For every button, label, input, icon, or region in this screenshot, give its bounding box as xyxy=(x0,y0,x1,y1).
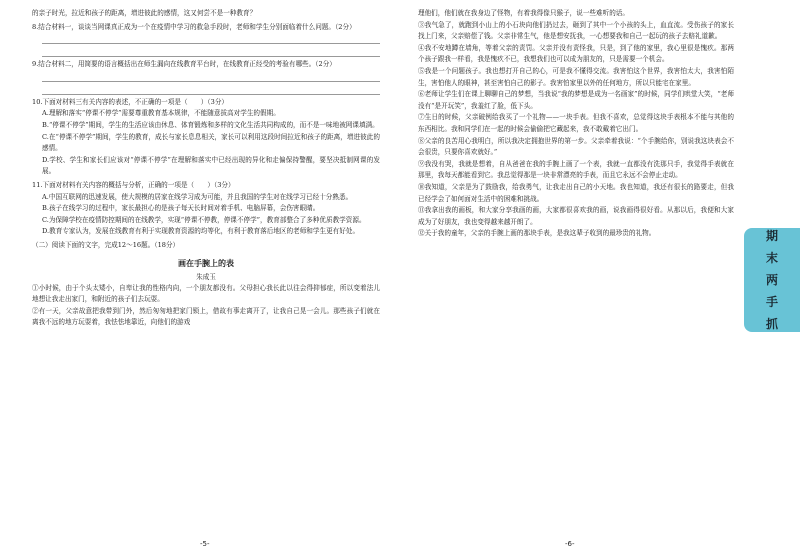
story-paragraph: ②有一天，父亲故意把我带到门外，然后匆匆地把家门锁上，借故有事走离开了，让我自己晃一会儿。那些孩子们就在离我不远的地方玩耍着，我怯怯地靠近，向他们的游戏 xyxy=(32,306,380,327)
page-number: -5- xyxy=(200,540,210,548)
question-8: 8.结合材料一，谈谈当网课真正成为一个在疫情中学习的救急手段时，老师和学生分别面临着什么问题。（2分） xyxy=(32,22,356,31)
side-tab-char: 期 xyxy=(765,229,778,243)
side-tab-char: 抓 xyxy=(765,317,778,331)
answer-line xyxy=(42,46,380,57)
story-paragraph: ⑤我是一个问题孩子。我也想打开自己的心，可是我不懂得交流。我害怕这个世界，我害怕太大，我害怕陌生，害怕他人的眼神，甚至害怕自己的影子。我害怕家里以外的任何地方，所以只能宅在家里。 xyxy=(418,66,734,87)
option-c: C.为保障学校在疫情防控期间的在线教学，实现“停课不停教，停课不停学”，教育部整合了多种优质教学资源。 xyxy=(42,215,366,224)
story-paragraph: ⑨我没有哭，我就是想着，自从爸爸在我的手腕上画了一个表，我就一直都没有洗那只手，我觉得手表就在那里，我每天都能看到它。我总觉得那是一块非常漂亮的手表，而且它永远不会停止走动。 xyxy=(418,159,734,180)
option-c: C.在“停课不停学”期间，学生的教育，成长与家长息息相关，家长可以利用这段时间拉近和孩子的距离，增进彼此的感情。 xyxy=(42,132,380,153)
story-paragraph: ③我气急了，就跑到小山上的小石块向他们扔过去，砸到了其中一个小孩的头上，血直流。受伤孩子的家长找上门来，父亲赔偿了钱。父亲非常生气，他是想安抚我，一心想要我和自己一起玩的孩子去赔礼道歉。 xyxy=(418,20,734,41)
story-paragraph: ⑥老师让学生们在课上聊聊自己的梦想，当我说“我的梦想是成为一名画家”的时候，同学们哄堂大笑，“老师没有“是开玩笑”，我羞红了脸，低下头。 xyxy=(418,90,734,110)
story-paragraph: ⑩我知道，父亲是为了鼓励我，给我勇气，让我走出自己的小天地。我也知道，我还有很长的路要走，但我已经学会了如何面对生活中的困难和挑战。 xyxy=(418,182,734,203)
option-d: D.教育专家认为，发展在线教育有利于实现教育资源的均等化，有利于教育落后地区的老师和学生更有好处。 xyxy=(42,227,360,236)
story-author: 朱成玉 xyxy=(196,272,216,281)
option-d: D.学校、学生和家长们应该对“停课不停学”在理解和落实中已经出现的异化和走偏保持警醒，要坚决抵制网课的发展。 xyxy=(42,155,380,176)
story-paragraph: ⑧父亲的良苦用心我明白，所以我决定拥抱世界的第一步。父亲牵着我说：“个手腕给你，别说我这块表会不会很贵，只要你喜欢就好。” xyxy=(418,136,734,157)
question-9: 9.结合材料二，用简要的语言概括出在师生漏向在线教育平台时，在线教育正经受的考验有哪些。（2分） xyxy=(32,60,336,69)
story-paragraph: ⑫关于我的童年，父亲的手腕上画的那块手表，是我这辈子收到的最珍贵的礼物。 xyxy=(418,229,656,238)
answer-line xyxy=(42,33,380,44)
side-tab-char: 两 xyxy=(765,273,778,287)
option-b: B.“停课不停学”期间，学生的生活应该由休息、体育锻炼和多样的文化生活共同构成的，而不是一味地被网课填满。 xyxy=(42,120,379,129)
side-tab xyxy=(744,228,800,332)
story-paragraph: ⑦生日的时候，父亲破例给我买了一个礼物——一块手表。但我不喜欢，总觉得这块手表根本不能与其他的东西相比。我和同学们在一起的时候会偷偷把它藏起来，我不敢戴着它出门。 xyxy=(418,113,734,133)
story-paragraph: ①小时候，由于个头太矮小，自卑让我的性格内向，一个朋友都没有。父母担心我长此以往会得抑郁症，所以变着法儿地想让我走出家门，和附近的孩子们去玩耍。 xyxy=(32,283,380,304)
question-10: 10.下面对材料三有关内容的表述，不正确的一项是（ ）（3分） xyxy=(32,97,229,106)
side-tab-char: 末 xyxy=(765,251,778,265)
option-a: A.中国互联网的迅速发展，使大规模的居家在线学习成为可能，并且我国的学生对在线学习已经十分熟悉。 xyxy=(42,192,353,201)
option-b: B.孩子在线学习的过程中，家长最担心的是孩子每天长时间对着手机、电脑屏幕，会伤害眼睛。 xyxy=(42,204,320,213)
side-tab-char: 手 xyxy=(765,295,778,309)
answer-line xyxy=(42,84,380,95)
page-number: -6- xyxy=(565,540,575,548)
story-title: 画在手腕上的表 xyxy=(178,257,234,268)
story-paragraph: 理他们，他们就在我身边了怪物，有着我得像只猴子，说一些难听的话。 xyxy=(418,9,629,17)
right-page xyxy=(400,0,740,556)
story-paragraph: ④我不安地蹲在墙角，等着父亲的责罚。父亲并没有责怪我，只是，到了他的家里，我心里很是愧疚。那两个孩子跟我一样看，我是愧疚不已，我想我们也可以成为朋友的，只是需要一个机会。 xyxy=(418,43,734,64)
left-page xyxy=(0,0,392,556)
option-a: A.理解和落实“停课不停学”需要尊重教育基本规律，不能随意拔高对学生的假期。 xyxy=(42,109,280,118)
answer-line xyxy=(42,71,380,82)
text-line: 的亲子时光，拉近和孩子的距离，增进彼此的感情，这又何尝不是一种教育？ xyxy=(32,9,257,17)
story-paragraph: ⑪我拿出我的画板，和大家分享我画的画，大家都很喜欢我的画，说我画得很好看。从那以后，我便和大家成为了好朋友，我也变得越来越开朗了。 xyxy=(418,206,734,226)
section-header: （二）阅读下面的文字，完成12～16题。（18分） xyxy=(32,240,180,249)
question-11: 11.下面对材料有关内容的概括与分析，正确的一项是（ ）（3分） xyxy=(32,180,235,189)
